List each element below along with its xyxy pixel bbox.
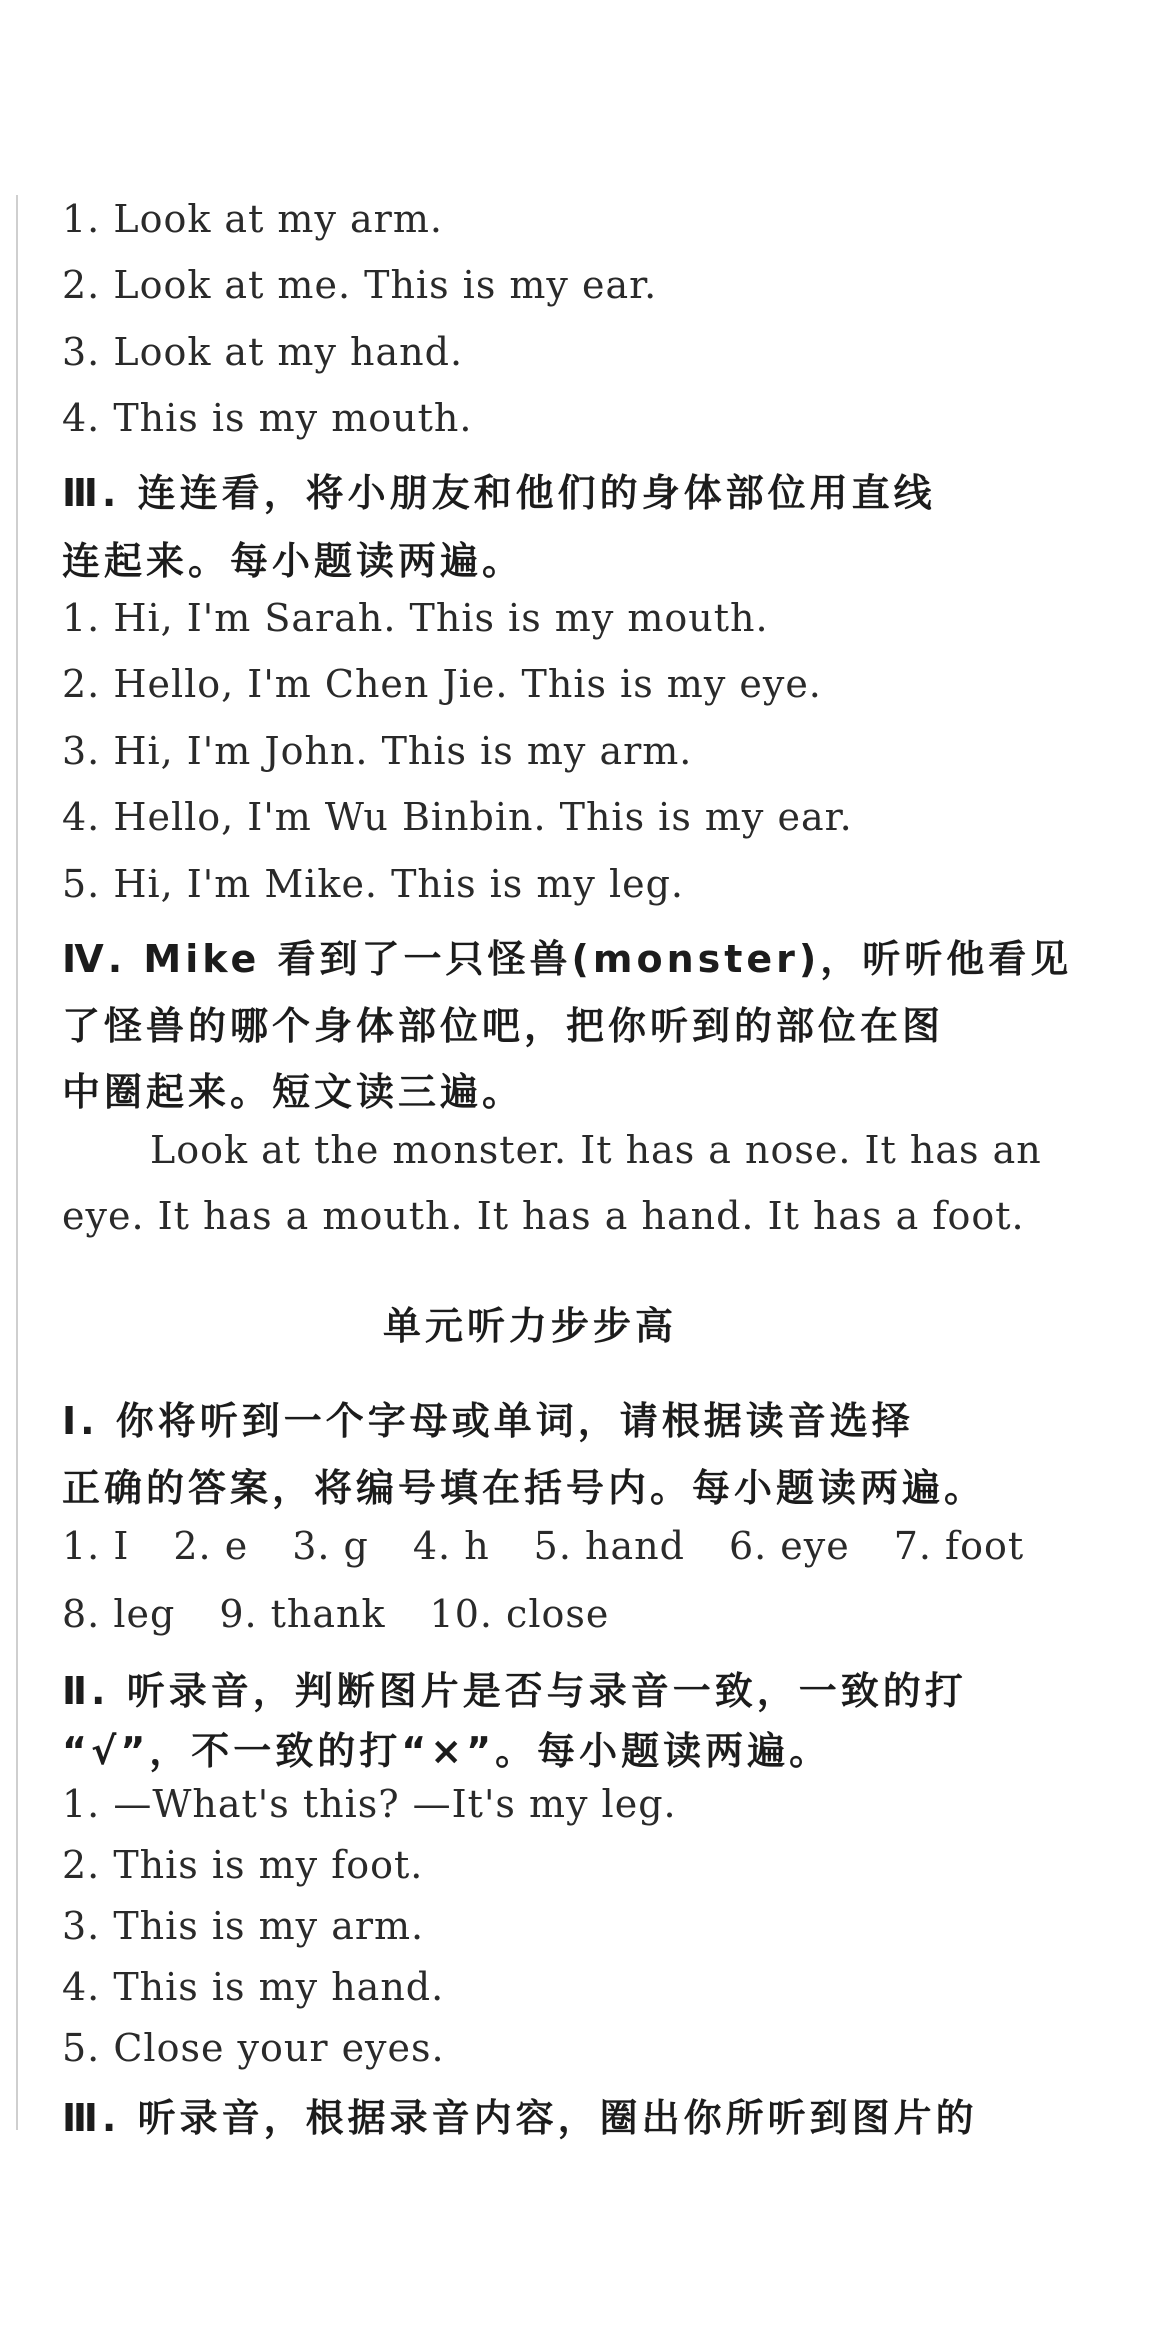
part1-line-3: 3. Look at my hand. xyxy=(62,330,464,374)
unit2-line-1: 1. —What's this? —It's my leg. xyxy=(62,1782,677,1826)
left-margin-rule xyxy=(16,195,18,2130)
unit1-item-10: 10. close xyxy=(429,1592,610,1636)
part3-line-3: 3. Hi, I'm John. This is my arm. xyxy=(62,729,693,773)
part3-line-4: 4. Hello, I'm Wu Binbin. This is my ear. xyxy=(62,795,853,839)
section-title: 单元听力步步高 xyxy=(382,1304,677,1348)
unit1-item-3: 3. g xyxy=(292,1524,369,1568)
unit1-items-row-1 xyxy=(62,1524,1024,1568)
part4-passage-line-1: Look at the monster. It has a nose. It has an xyxy=(150,1128,1042,1172)
unit2-heading-line-1: Ⅱ. 听录音，判断图片是否与录音一致，一致的打 xyxy=(62,1669,967,1713)
part1-line-1: 1. Look at my arm. xyxy=(62,197,443,241)
part4-passage-line-2: eye. It has a mouth. It has a hand. It has a foot. xyxy=(62,1194,1025,1238)
part4-heading-line-2: 了怪兽的哪个身体部位吧，把你听到的部位在图 xyxy=(62,1004,945,1048)
unit3-heading-line-1: Ⅲ. 听录音，根据录音内容，圈出你所听到图片的 xyxy=(62,2096,978,2140)
unit1-item-1: 1. I xyxy=(62,1524,130,1568)
unit1-items-row-2 xyxy=(62,1592,609,1636)
unit1-heading-line-1: Ⅰ. 你将听到一个字母或单词，请根据读音选择 xyxy=(62,1399,914,1443)
part3-line-5: 5. Hi, I'm Mike. This is my leg. xyxy=(62,862,685,906)
part3-heading-line-1: Ⅲ. 连连看，将小朋友和他们的身体部位用直线 xyxy=(62,471,936,515)
part4-heading-line-3: 中圈起来。短文读三遍。 xyxy=(62,1070,525,1114)
unit1-item-5: 5. hand xyxy=(533,1524,685,1568)
part3-line-2: 2. Hello, I'm Chen Jie. This is my eye. xyxy=(62,662,822,706)
part3-line-1: 1. Hi, I'm Sarah. This is my mouth. xyxy=(62,596,769,640)
unit1-item-9: 9. thank xyxy=(219,1592,386,1636)
unit1-item-4: 4. h xyxy=(412,1524,490,1568)
part3-heading-line-2: 连起来。每小题读两遍。 xyxy=(62,539,525,583)
unit2-line-3: 3. This is my arm. xyxy=(62,1904,425,1948)
unit2-heading-line-2: “√”，不一致的打“×”。每小题读两遍。 xyxy=(62,1729,832,1773)
unit2-line-4: 4. This is my hand. xyxy=(62,1965,445,2009)
part1-line-2: 2. Look at me. This is my ear. xyxy=(62,263,658,307)
unit1-item-6: 6. eye xyxy=(728,1524,850,1568)
unit1-item-8: 8. leg xyxy=(62,1592,176,1636)
part4-heading-line-1: Ⅳ. Mike 看到了一只怪兽(monster)，听听他看见 xyxy=(62,937,1073,981)
unit1-item-2: 2. e xyxy=(173,1524,249,1568)
unit2-line-2: 2. This is my foot. xyxy=(62,1843,424,1887)
part1-line-4: 4. This is my mouth. xyxy=(62,396,473,440)
unit2-line-5: 5. Close your eyes. xyxy=(62,2026,445,2070)
unit1-heading-line-2: 正确的答案，将编号填在括号内。每小题读两遍。 xyxy=(62,1466,987,1510)
unit1-item-7: 7. foot xyxy=(893,1524,1025,1568)
